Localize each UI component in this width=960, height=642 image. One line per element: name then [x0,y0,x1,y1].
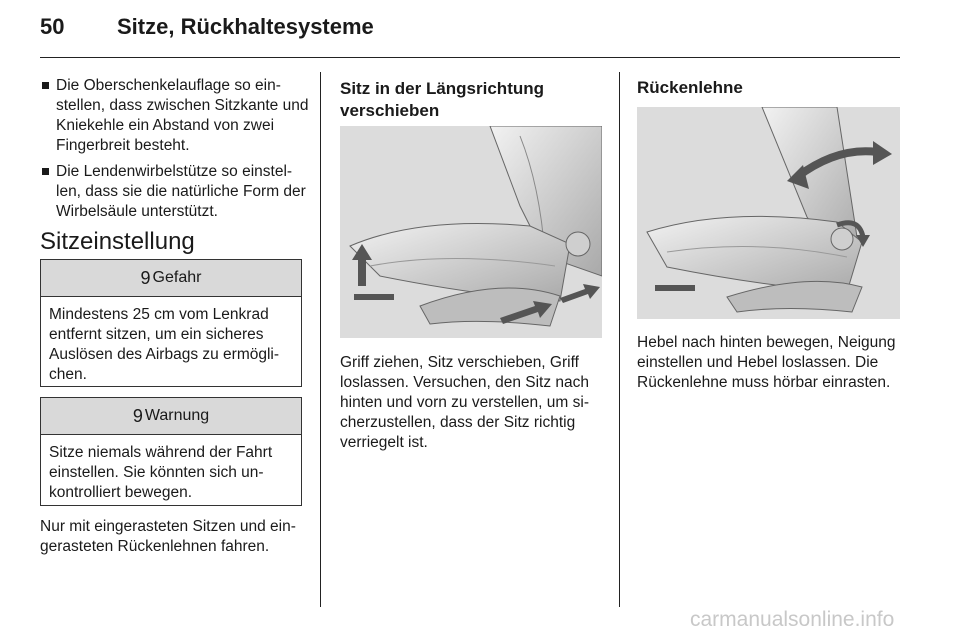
closing-paragraph: Nur mit eingerasteten Sitzen und ein-gerasteten Rückenlehnen fahren. [40,518,296,555]
watermark: carmanualsonline.info [690,608,895,631]
backrest-illustration [637,107,900,319]
warning-box [40,397,302,506]
bullet-item: Die Lendenwirbelstütze so einstel-len, dass sie die natürliche Form der Wirbelsäule unterstützt. [40,162,310,222]
backrest-instructions: Hebel nach hinten bewegen, Neigung einstellen und Hebel loslassen. Die Rückenlehne muss hörbar einrasten. [637,334,896,391]
column-divider-2 [619,72,620,607]
warning-box-header [41,398,301,435]
warning-box-text: Sitze niemals während der Fahrt einstellen. Sie könnten sich un-kontrolliert bewegen. [49,444,273,501]
seat-slide-illustration [340,126,602,338]
page-number: 50 [40,14,65,39]
warning-icon: 9 [132,405,143,426]
seat-slide-instructions: Griff ziehen, Sitz verschieben, Griff loslassen. Versuchen, den Sitz nach hinten und vorn zu verstellen, um si-cherzustellen, dass der Sitz richtig verriegelt ist. [340,354,590,451]
header-rule [40,57,900,58]
section-heading-backrest: Rückenlehne [637,78,743,97]
danger-box-text: Mindestens 25 cm vom Lenkrad entfernt sitzen, um ein sicheres Auslösen des Airbags zu ermögli-chen. [49,306,280,383]
section-heading: Sitzeinstellung [40,228,195,255]
danger-box-title: Gefahr [152,269,202,286]
page-title: Sitze, Rückhaltesysteme [117,14,374,39]
bullet-list [40,76,310,228]
section-heading-seat-slide: Sitz in der Längsrichtung verschieben [340,79,545,120]
danger-icon: 9 [140,267,151,288]
danger-box-header [41,260,301,297]
column-divider-1 [320,72,321,607]
bullet-item: Die Oberschenkelauflage so ein-stellen, dass zwischen Sitzkante und Kniekehle ein Abstand von zwei Fingerbreit besteht. [40,76,310,156]
warning-box-title: Warnung [144,407,210,424]
danger-box [40,259,302,387]
